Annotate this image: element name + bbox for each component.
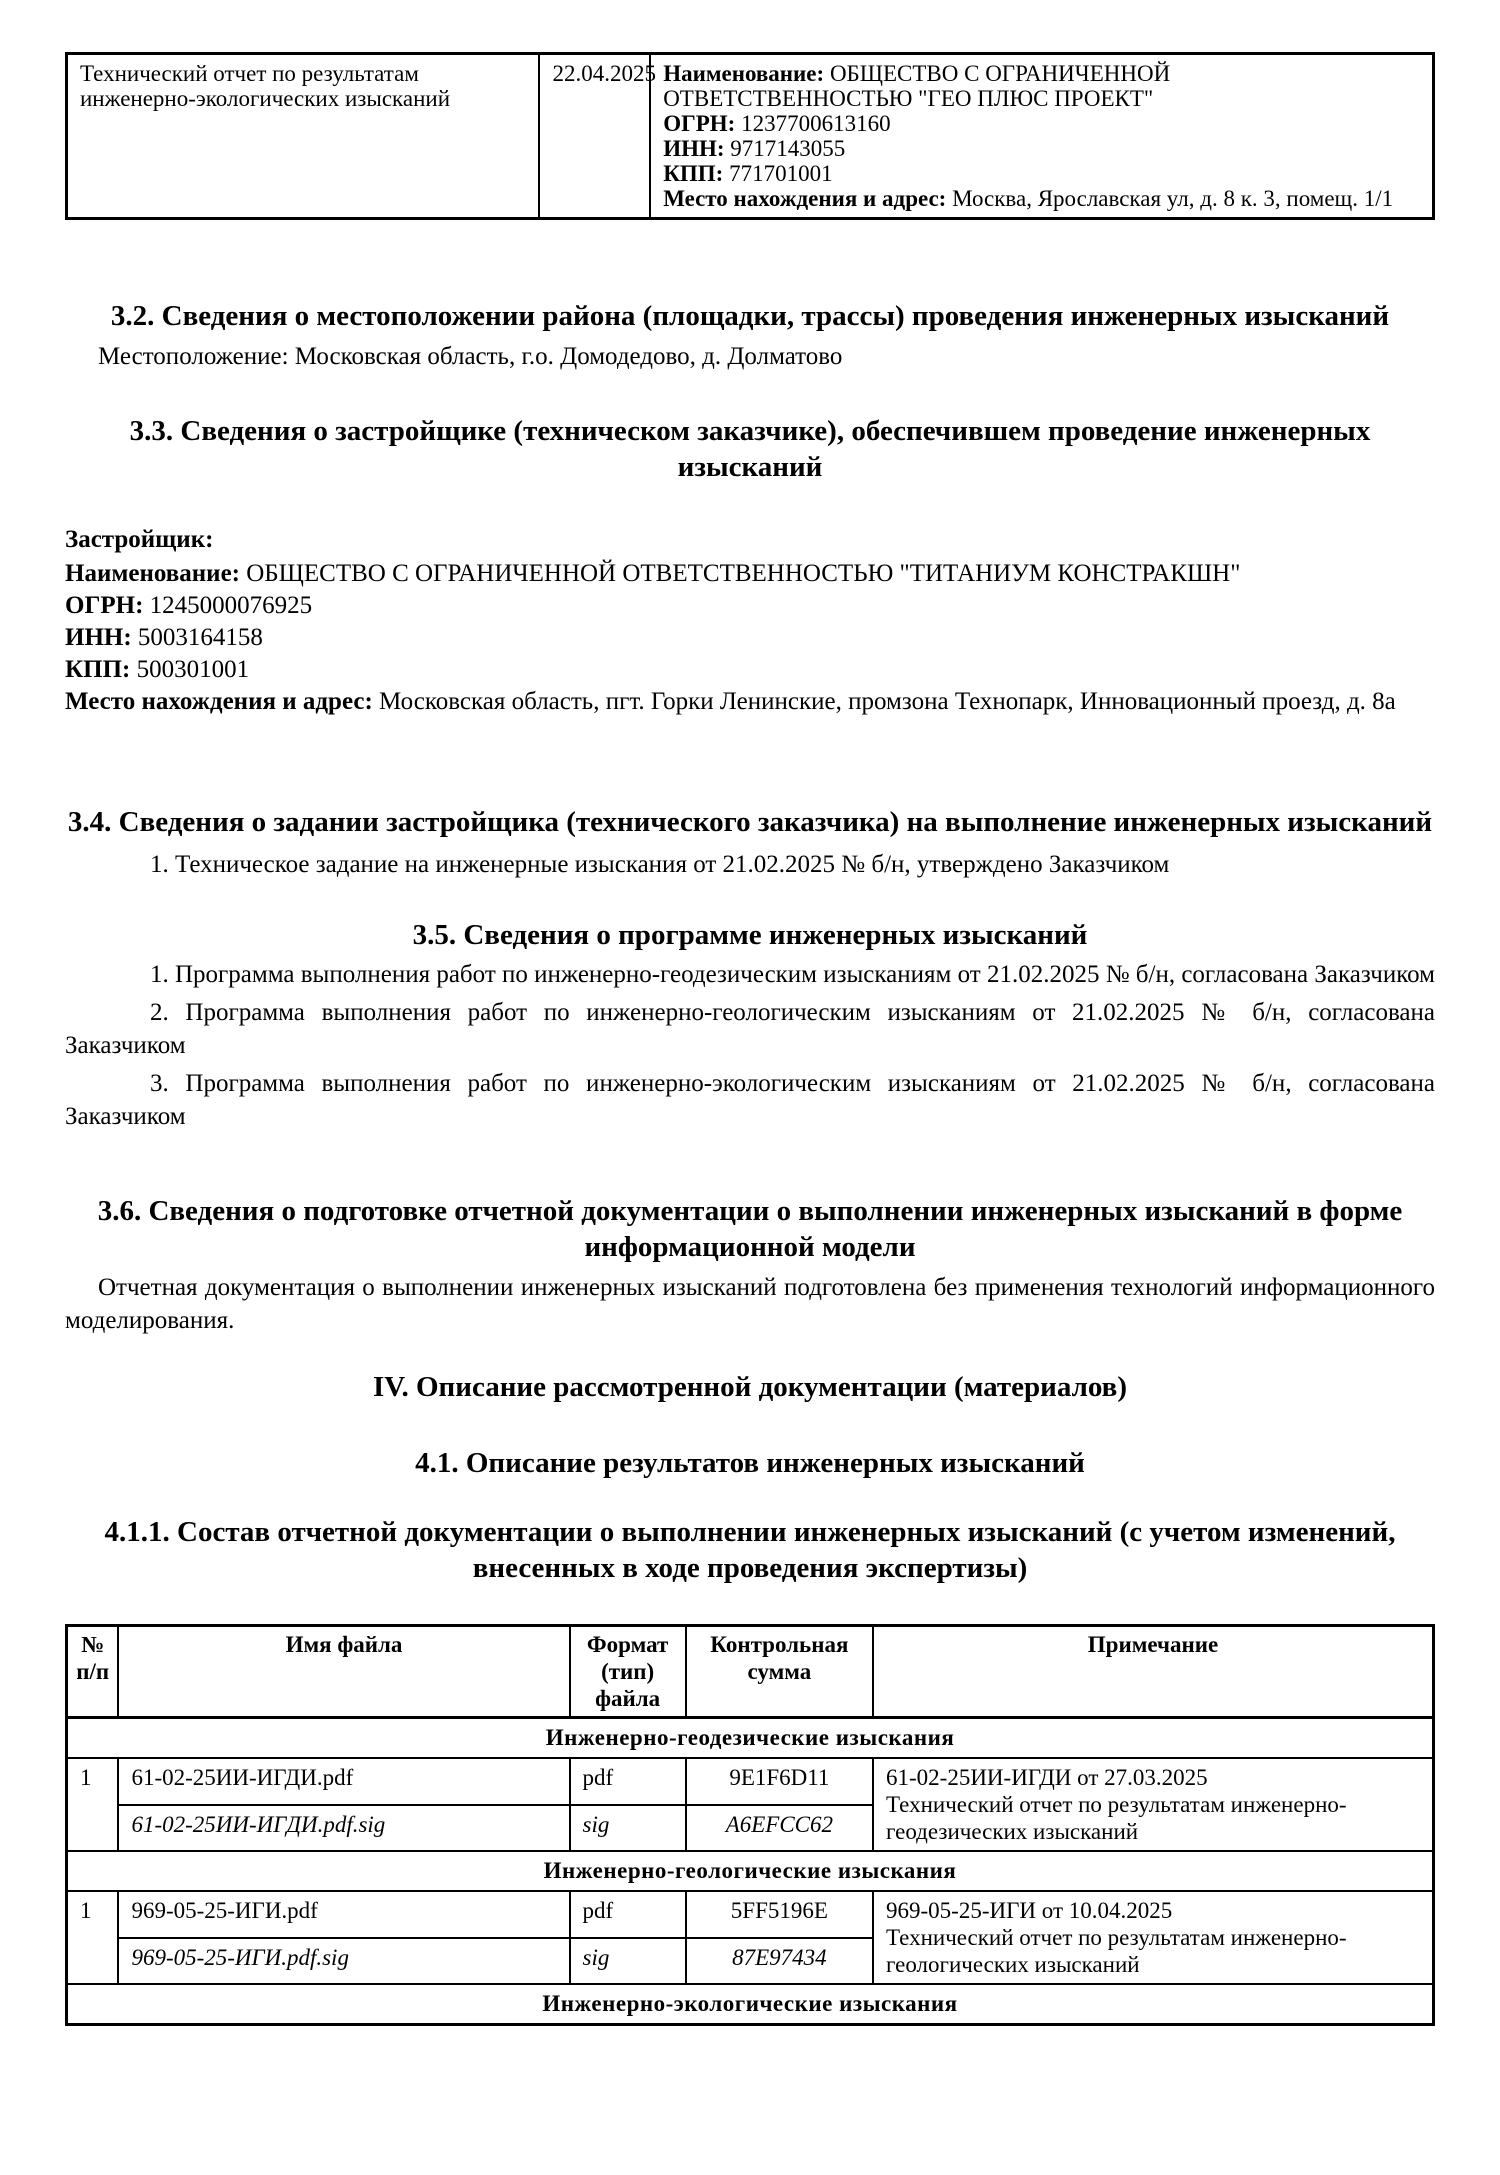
developer-kpp-line: КПП: 500301001	[65, 656, 250, 683]
developer-ogrn-line: ОГРН: 1245000076925	[65, 592, 313, 619]
row-num: 1	[67, 1758, 119, 1851]
org-inn-line: ИНН: 9717143055	[663, 136, 846, 161]
section-title-ecology: Инженерно-экологические изыскания	[67, 1984, 1434, 2025]
org-kpp-line: КПП: 771701001	[663, 161, 833, 186]
para-3-5-item-1: 1. Программа выполнения работ по инженерно-геодезическим изысканиям от 21.02.2025 № б/н, согласована Заказчиком	[150, 961, 1435, 988]
file-format: pdf	[570, 1891, 686, 1938]
sig-file-name: 61-02-25ИИ-ИГДИ.pdf.sig	[118, 1805, 569, 1852]
heading-3-6: 3.6. Сведения о подготовке отчетной документации о выполнении инженерных изысканий в форме информационной модели	[97, 1195, 1403, 1263]
heading-3-3: 3.3. Сведения о застройщике (техническом заказчике), обеспечившем проведение инженерных изысканий	[129, 415, 1371, 483]
header-table	[65, 52, 1435, 220]
developer-inn-line: ИНН: 5003164158	[65, 624, 263, 651]
date-cell	[539, 54, 656, 219]
developer-address-line: Место нахождения и адрес: Московская область, пгт. Горки Ленинские, промзона Технопарк, Инновационный проезд, д. 8а	[65, 688, 1396, 715]
col-header-checksum: Контрольная сумма	[686, 1626, 873, 1718]
doc-type-text: Технический отчет по результатам инженерно-экологических изысканий	[80, 61, 450, 111]
file-checksum: 9E1F6D11	[686, 1758, 873, 1805]
file-note: 61-02-25ИИ-ИГДИ от 27.03.2025 Технический отчет по результатам инженерно-геодезических изысканий	[873, 1758, 1434, 1851]
org-info-cell	[650, 54, 1433, 219]
para-3-4-item-1: 1. Техническое задание на инженерные изыскания от 21.02.2025 № б/н, утверждено Заказчиком	[150, 851, 1170, 878]
para-location: Местоположение: Московская область, г.о. Домодедово, д. Долматово	[98, 343, 843, 370]
developer-heading: Застройщик:	[65, 526, 214, 553]
heading-4: IV. Описание рассмотренной документации (материалов)	[373, 1371, 1127, 1403]
col-header-format: Формат (тип) файла	[570, 1626, 686, 1718]
sig-file-name: 969-05-25-ИГИ.pdf.sig	[118, 1938, 569, 1985]
para-3-6-body: Отчетная документация о выполнении инженерных изысканий подготовлена без применения технологий информационного моделирования.	[65, 1274, 1435, 1334]
file-format: pdf	[570, 1758, 686, 1805]
row-num: 1	[67, 1891, 119, 1984]
heading-4-1: 4.1. Описание результатов инженерных изысканий	[415, 1447, 1085, 1479]
heading-3-5: 3.5. Сведения о программе инженерных изысканий	[412, 919, 1088, 951]
file-name: 61-02-25ИИ-ИГДИ.pdf	[118, 1758, 569, 1805]
org-address-line: Место нахождения и адрес: Москва, Ярославская ул, д. 8 к. 3, помещ. 1/1	[663, 186, 1394, 211]
org-ogrn-line: ОГРН: 1237700613160	[663, 111, 891, 136]
table-row	[67, 1758, 1434, 1805]
heading-3-4: 3.4. Сведения о задании застройщика (технического заказчика) на выполнение инженерных изысканий	[67, 806, 1433, 838]
developer-name-line: Наименование: ОБЩЕСТВО С ОГРАНИЧЕННОЙ ОТВЕТСТВЕННОСТЬЮ "ТИТАНИУМ КОНСТРАКШН"	[65, 560, 1241, 587]
sig-file-format: sig	[570, 1805, 686, 1852]
heading-3-2: 3.2. Сведения о местоположении района (площадки, трассы) проведения инженерных изысканий	[110, 300, 1390, 332]
file-checksum: 5FF5196E	[686, 1891, 873, 1938]
heading-4-1-1: 4.1.1. Состав отчетной документации о выполнении инженерных изысканий (с учетом изменений, внесенных в ходе проведения экспертизы)	[104, 1516, 1396, 1584]
file-note: 969-05-25-ИГИ от 10.04.2025 Технический отчет по результатам инженерно-геологических изысканий	[873, 1891, 1434, 1984]
doc-type-cell	[67, 54, 540, 219]
sig-file-checksum: 87E97434	[686, 1938, 873, 1985]
col-header-num: № п/п	[67, 1626, 119, 1718]
section-row-ecology	[67, 1984, 1434, 2025]
para-3-5-item-2: 2. Программа выполнения работ по инженерно-геологическим изысканиям от 21.02.2025 № б/н, согласована Заказчиком	[65, 999, 1435, 1059]
developer-block	[65, 558, 1435, 718]
files-table-header-row	[67, 1626, 1434, 1718]
col-header-note: Примечание	[873, 1626, 1434, 1718]
section-title-geology: Инженерно-геологические изыскания	[67, 1851, 1434, 1891]
col-header-filename: Имя файла	[118, 1626, 569, 1718]
sig-file-format: sig	[570, 1938, 686, 1985]
org-name-line: Наименование: ОБЩЕСТВО С ОГРАНИЧЕННОЙ ОТВЕТСТВЕННОСТЬЮ "ГЕО ПЛЮС ПРОЕКТ"	[663, 61, 1171, 111]
section-row-geology	[67, 1851, 1434, 1891]
file-name: 969-05-25-ИГИ.pdf	[118, 1891, 569, 1938]
section-title-geodesy: Инженерно-геодезические изыскания	[67, 1718, 1434, 1759]
files-table	[65, 1624, 1435, 2026]
date-text: 22.04.2025	[552, 61, 656, 86]
sig-file-checksum: A6EFCC62	[686, 1805, 873, 1852]
table-row	[67, 1891, 1434, 1938]
section-row-geodesy	[67, 1718, 1434, 1759]
para-3-5-item-3: 3. Программа выполнения работ по инженерно-экологическим изысканиям от 21.02.2025 № б/н, согласована Заказчиком	[65, 1070, 1435, 1130]
